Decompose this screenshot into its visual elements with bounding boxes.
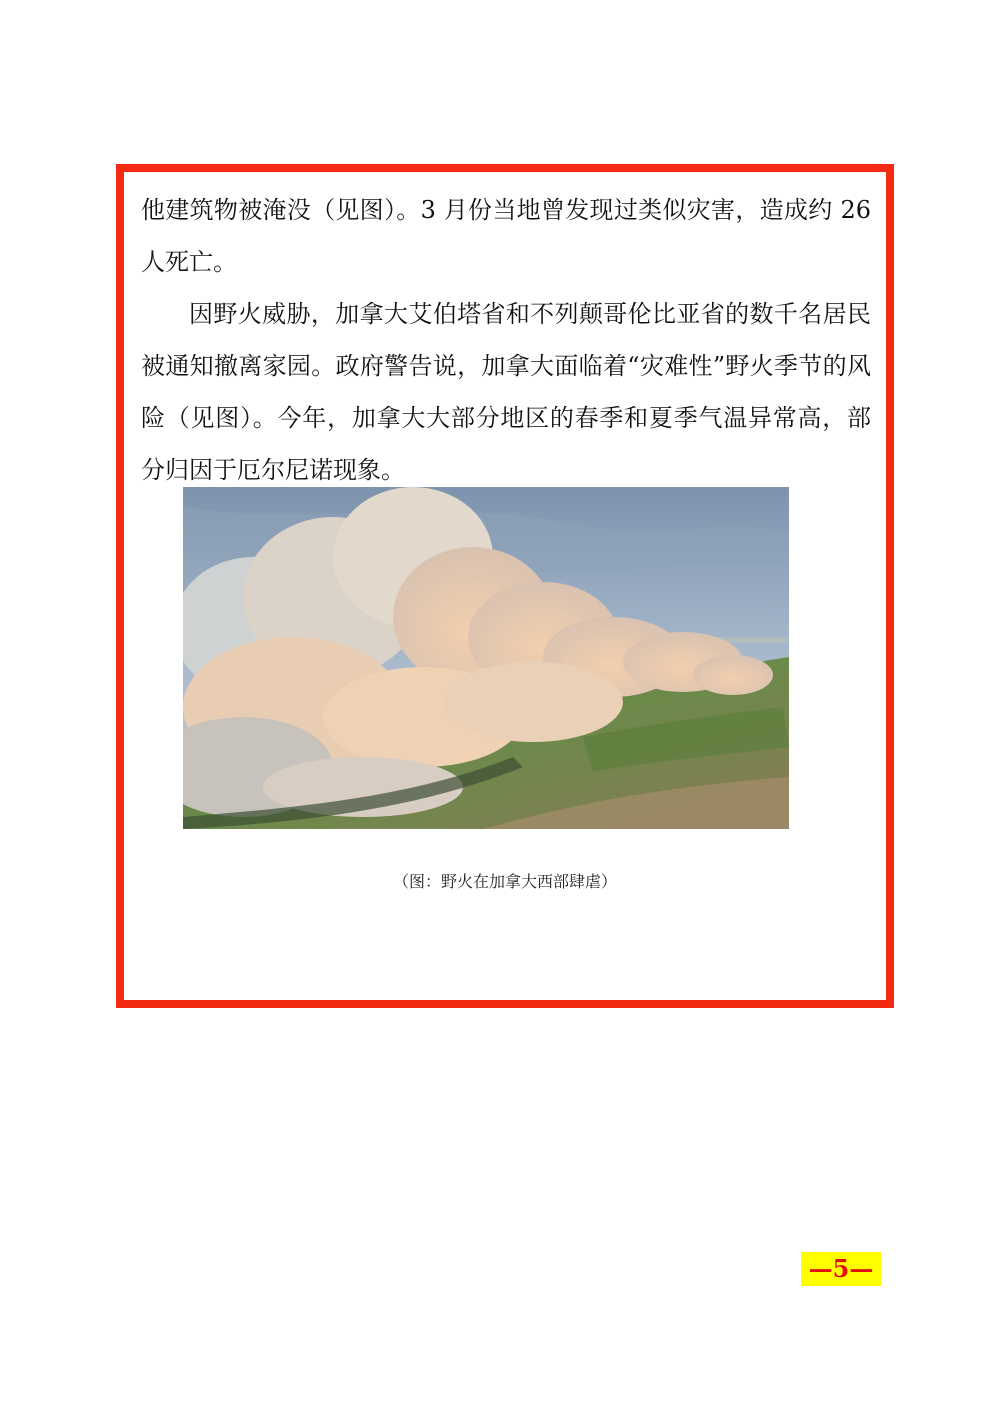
red-page-frame bbox=[116, 164, 894, 1283]
paragraph-wildfire: 因野火威胁，加拿大艾伯塔省和不列颠哥伦比亚省的数千名居民被通知撤离家园。政府警告说，加拿大面临着“灾难性”野火季节的风险（见图）。今年，加拿大大部分地区的春季和夏季气温异常高，部分归因于厄尔尼诺现象。 bbox=[141, 300, 871, 484]
paragraph-continuation: 他建筑物被淹没（见图）。3 月份当地曾发现过类似灾害，造成约 26 人死亡。 bbox=[141, 196, 871, 276]
page-number: —5— bbox=[801, 1252, 881, 1286]
wildfire-photo bbox=[183, 487, 789, 829]
article-body bbox=[141, 184, 871, 496]
figure-caption: （图：野火在加拿大西部肆虐） bbox=[392, 872, 617, 891]
